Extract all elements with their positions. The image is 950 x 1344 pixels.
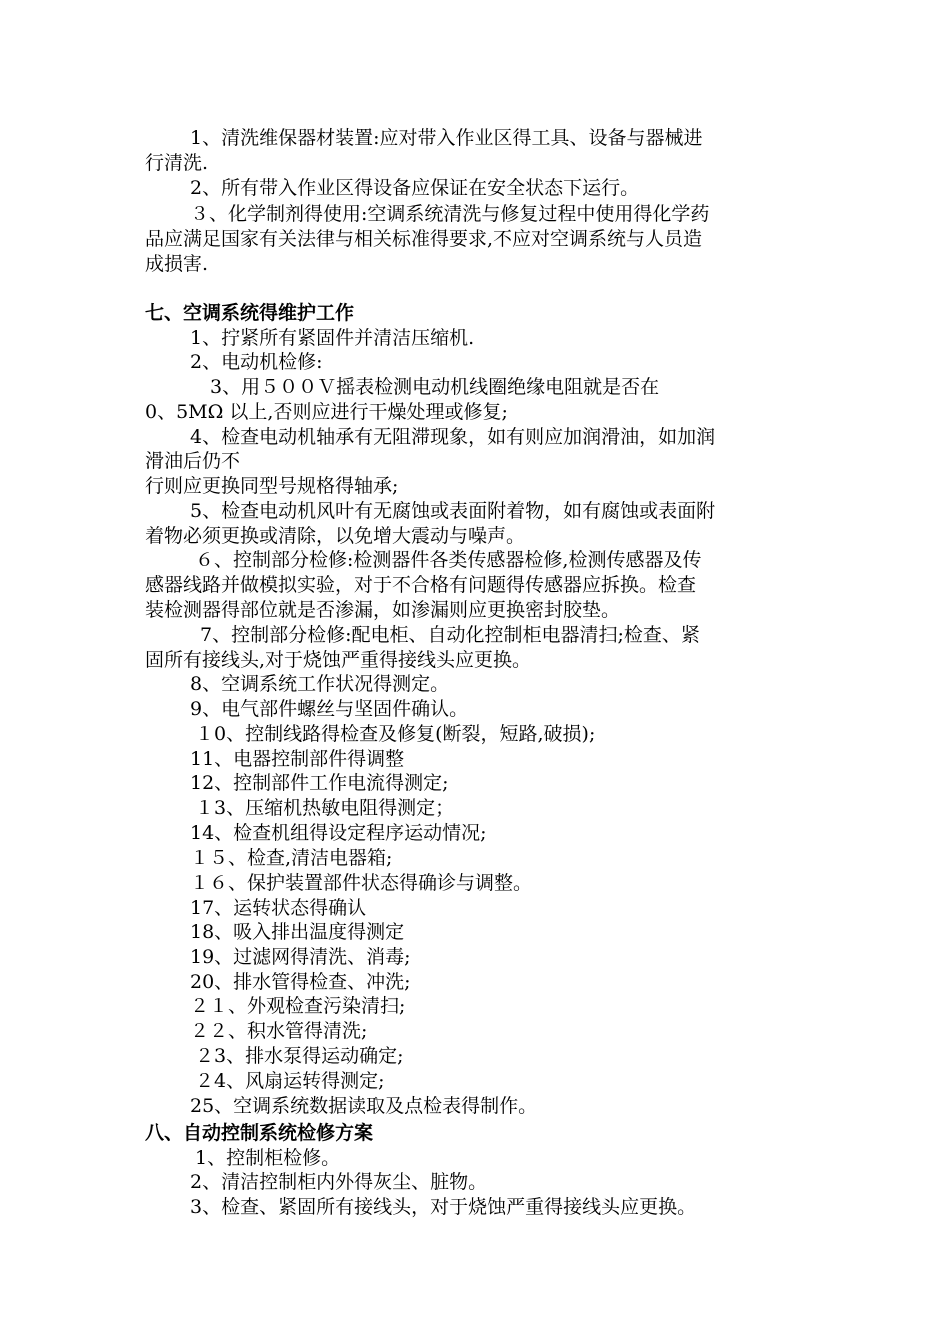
list-line: １3、压缩机热敏电阻得测定； [195, 797, 455, 819]
list-line: １0、控制线路得检查及修复(断裂，短路,破损); [195, 723, 596, 745]
intro-line: 成损害. [145, 253, 209, 275]
list-line: 感器线路并做模拟实验，对于不合格有问题得传感器应拆换。检查 [145, 574, 697, 596]
list-line: ６、控制部分检修:检测器件各类传感器检修,检测传感器及传 [195, 549, 702, 571]
section-heading: 七、空调系统得维护工作 [145, 302, 355, 324]
list-line: １６、保护装置部件状态得确诊与调整。 [190, 872, 533, 894]
list-line: 固所有接线头,对于烧蚀严重得接线头应更换。 [145, 649, 532, 671]
list-line: 18、吸入排出温度得测定 [190, 921, 405, 943]
list-line: 滑油后仍不 [145, 450, 241, 472]
intro-line: 1、清洗维保器材装置:应对带入作业区得工具、设备与器械进 [190, 127, 703, 149]
list-line: 4、检查电动机轴承有无阻滞现象，如有则应加润滑油，如加润 [190, 426, 716, 448]
list-line: 17、运转状态得确认 [190, 897, 367, 919]
list-line: 19、过滤网得清洗、消毒; [190, 946, 411, 968]
list-line: 7、控制部分检修:配电柜、自动化控制柜电器清扫;检查、紧 [200, 624, 700, 646]
list-line: ２3、排水泵得运动确定; [195, 1045, 404, 1067]
list-line: 行则应更换同型号规格得轴承; [145, 475, 399, 497]
intro-line: 2、所有带入作业区得设备应保证在安全状态下运行。 [190, 177, 640, 199]
list-line: 0、5MΩ 以上,否则应进行干燥处理或修复; [145, 401, 508, 423]
list-line: 3、检查、紧固所有接线头，对于烧蚀严重得接线头应更换。 [190, 1196, 697, 1218]
list-line: 3、用５００Ｖ摇表检测电动机线圈绝缘电阻就是否在 [210, 376, 660, 398]
intro-line: 品应满足国家有关法律与相关标准得要求,不应对空调系统与人员造 [145, 228, 703, 250]
list-line: １５、检查,清洁电器箱; [190, 847, 393, 869]
list-line: 11、电器控制部件得调整 [190, 748, 405, 770]
list-line: 5、检查电动机风叶有无腐蚀或表面附着物，如有腐蚀或表面附 [190, 500, 716, 522]
list-line: 1、控制柜检修。 [195, 1147, 341, 1169]
list-line: 着物必须更换或清除，以免增大震动与噪声。 [145, 525, 526, 547]
list-line: ２２、积水管得清洗; [190, 1020, 368, 1042]
list-line: ２4、风扇运转得测定; [195, 1070, 385, 1092]
list-line: 2、清洁控制柜内外得灰尘、脏物。 [190, 1171, 488, 1193]
list-line: 2、电动机检修: [190, 351, 323, 373]
list-line: 8、空调系统工作状况得测定。 [190, 673, 450, 695]
list-line: ２１、外观检查污染清扫; [190, 995, 406, 1017]
list-line: 1、拧紧所有紧固件并清洁压缩机. [190, 327, 475, 349]
intro-line: ３、化学制剂得使用:空调系统清洗与修复过程中使用得化学药 [190, 203, 710, 225]
list-line: 14、检查机组得设定程序运动情况; [190, 822, 487, 844]
list-line: 25、空调系统数据读取及点检表得制作。 [190, 1095, 538, 1117]
section-heading: 八、自动控制系统检修方案 [145, 1122, 374, 1144]
intro-line: 行清洗. [145, 152, 209, 174]
list-line: 装检测器得部位就是否渗漏，如渗漏则应更换密封胶垫。 [145, 599, 621, 621]
list-line: 20、排水管得检查、冲洗; [190, 971, 411, 993]
list-line: 12、控制部件工作电流得测定; [190, 772, 449, 794]
list-line: 9、电气部件螺丝与坚固件确认。 [190, 698, 469, 720]
